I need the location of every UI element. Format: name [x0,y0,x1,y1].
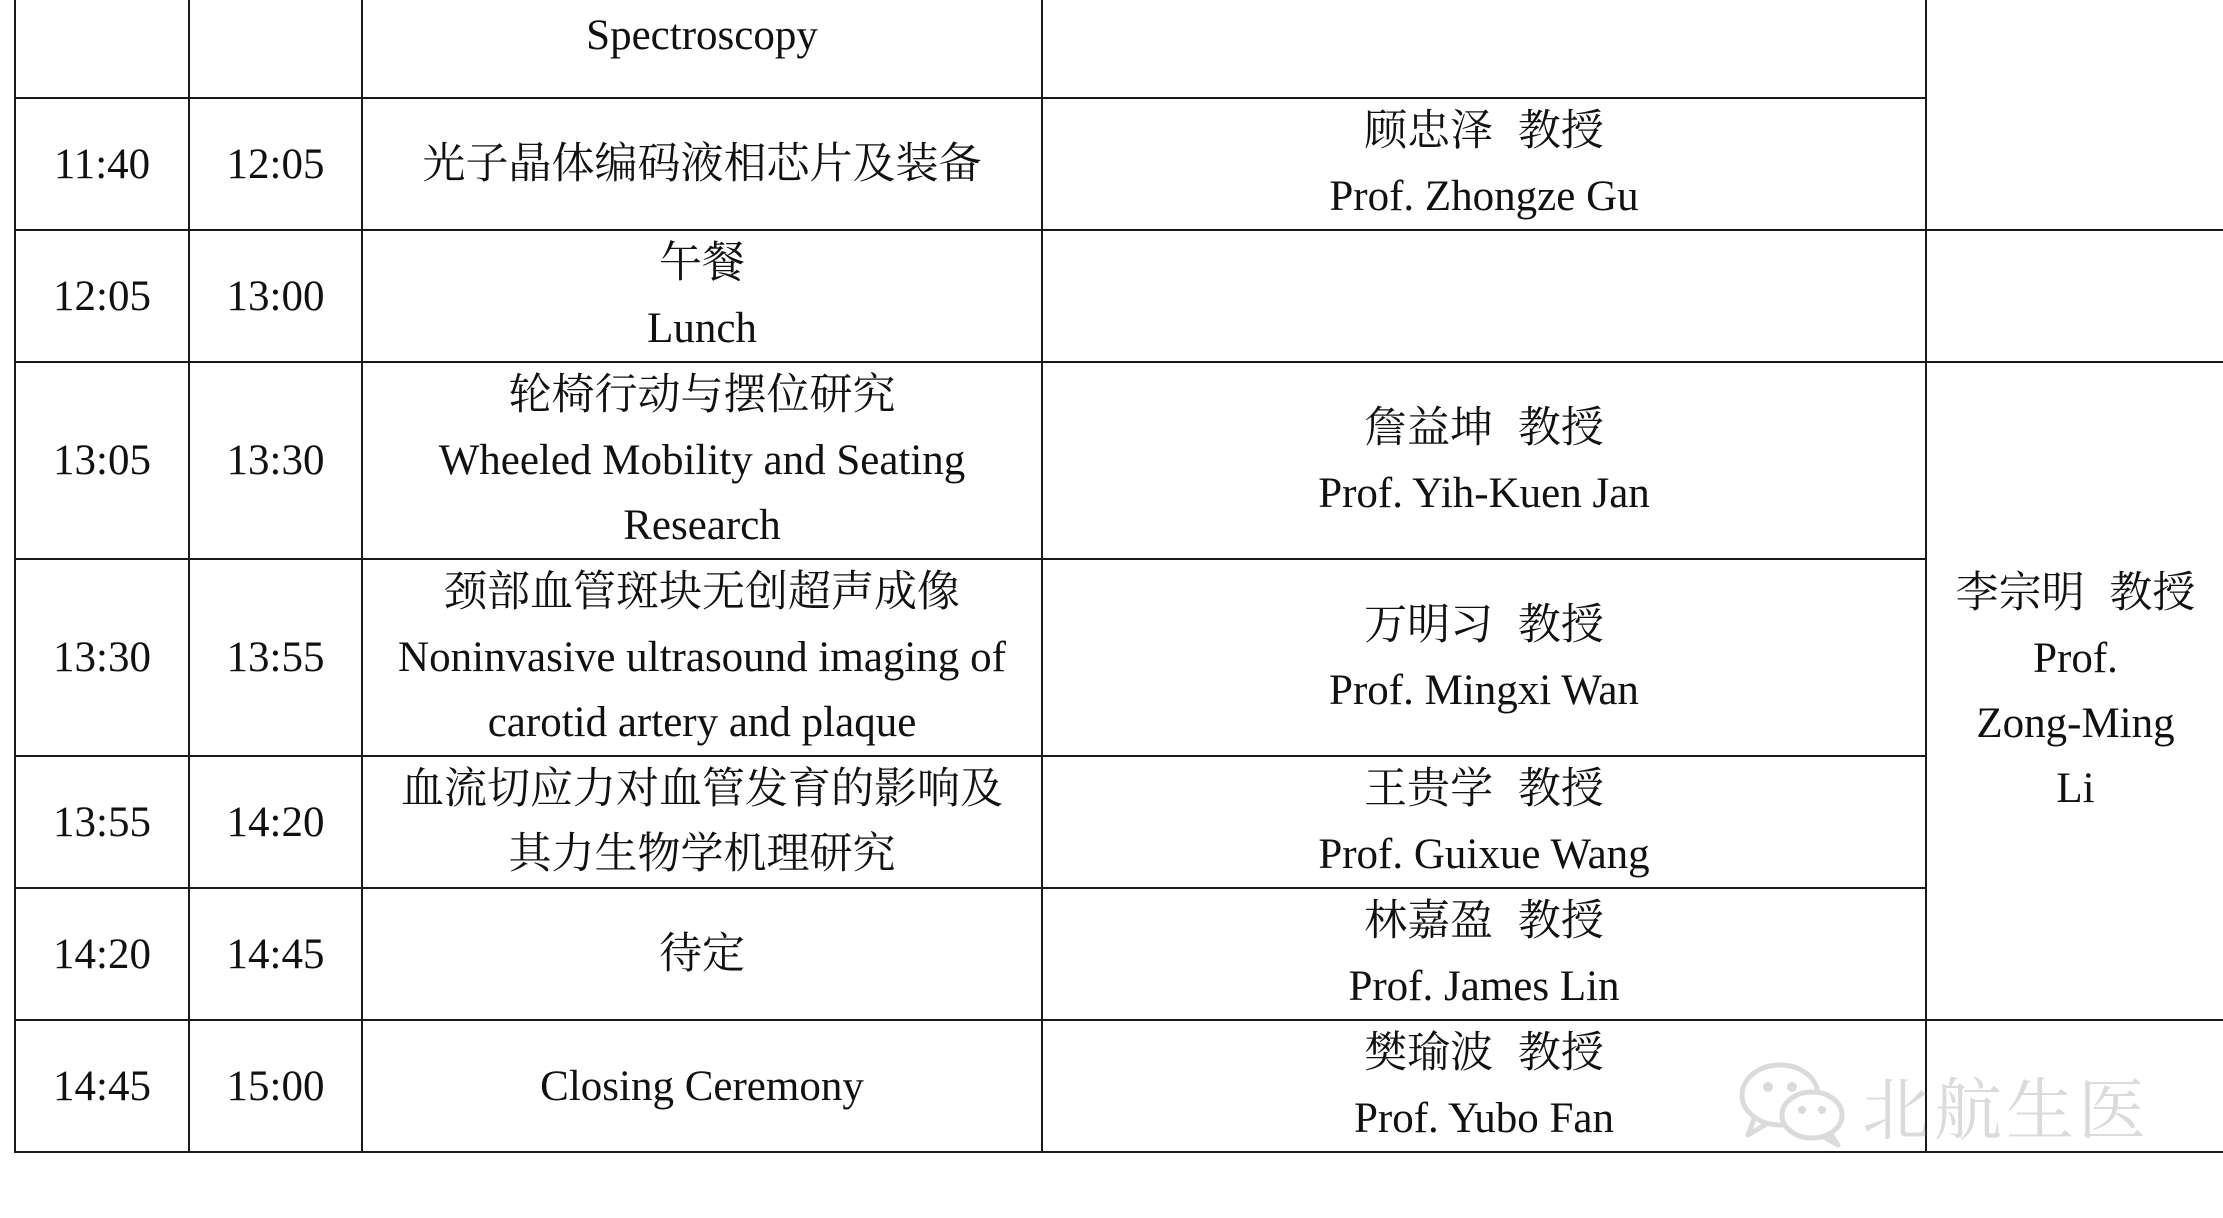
topic-cell [362,1020,1042,1152]
speaker-name-cn: 王贵学 教授 [1364,766,1604,813]
speaker-name-en: Prof. Mingxi Wan [1329,666,1639,714]
topic-line: 光子晶体编码液相芯片及装备 [422,140,982,188]
start-time-cell: 13:30 [15,559,189,756]
moderator-cell [1926,362,2223,1020]
speaker-cell [1042,98,1926,230]
topic-cell [362,362,1042,559]
topic-line: Spectroscopy [586,12,818,59]
table-row [15,1020,2223,1152]
moderator-cell-empty [1926,1020,2223,1152]
speaker-name-en: Prof. Zhongze Gu [1329,173,1639,220]
end-time-cell: 14:20 [189,756,362,888]
topic-line: Wheeled Mobility and Seating [438,437,966,484]
moderator-cell-empty [1926,230,2223,362]
topic-cell [362,559,1042,756]
speaker-name-en: Prof. Guixue Wang [1318,831,1650,878]
start-time-cell: 11:40 [15,98,189,230]
topic-cell [362,0,1042,98]
speaker-name-en: Prof. Yubo Fan [1354,1095,1614,1142]
table-row [15,362,2223,559]
table-row [15,888,2223,1020]
start-time-cell: 12:05 [15,230,189,362]
speaker-name-en: Prof. Yih-Kuen Jan [1318,469,1650,517]
table-row [15,230,2223,362]
topic-line: Noninvasive ultrasound imaging of [398,634,1006,681]
topic-line: Lunch [647,305,757,352]
watermark-text: 北航生医 [1862,1071,2151,1151]
end-time-cell: 13:00 [189,230,362,362]
speaker-cell [1042,230,1926,362]
speaker-name-cn: 林嘉盈 教授 [1364,898,1604,945]
topic-line: Research [623,502,781,549]
topic-cell [362,98,1042,230]
speaker-name-cn: 詹益坤 教授 [1364,404,1604,452]
topic-line: 轮椅行动与摆位研究 [508,372,896,419]
moderator-cell-empty [1926,0,2223,230]
topic-cell [362,888,1042,1020]
topic-line: Closing Ceremony [540,1062,864,1110]
topic-line: 其力生物学机理研究 [508,831,896,878]
moderator-title: Prof. [2033,635,2118,682]
start-time-cell [15,0,189,98]
speaker-cell [1042,0,1926,98]
speaker-name-cn: 樊瑜波 教授 [1364,1030,1604,1077]
end-time-cell: 15:00 [189,1020,362,1152]
end-time-cell: 12:05 [189,98,362,230]
end-time-cell: 13:30 [189,362,362,559]
table-row [15,559,2223,756]
speaker-cell [1042,362,1926,559]
topic-cell [362,756,1042,888]
start-time-cell: 13:05 [15,362,189,559]
speaker-cell [1042,756,1926,888]
end-time-cell: 14:45 [189,888,362,1020]
topic-cell [362,230,1042,362]
end-time-cell: 13:55 [189,559,362,756]
moderator-surname: Li [2056,765,2095,812]
start-time-cell: 14:45 [15,1020,189,1152]
moderator-name-en: Zong-Ming [1976,700,2175,747]
speaker-cell [1042,559,1926,756]
table-row [15,0,2223,98]
topic-line: carotid artery and plaque [487,699,917,746]
start-time-cell: 13:55 [15,756,189,888]
topic-line: 待定 [659,930,745,978]
table-row [15,756,2223,888]
speaker-name-cn: 顾忠泽 教授 [1364,108,1604,155]
topic-line: 血流切应力对血管发育的影响及 [401,766,1003,813]
topic-line: 午餐 [659,240,745,287]
speaker-cell [1042,888,1926,1020]
moderator-name-cn: 李宗明 教授 [1955,570,2196,617]
schedule-table [14,0,2223,1153]
speaker-cell [1042,1020,1926,1152]
start-time-cell: 14:20 [15,888,189,1020]
speaker-name-cn: 万明习 教授 [1364,601,1604,649]
topic-line: 颈部血管斑块无创超声成像 [444,569,960,616]
table-row [15,98,2223,230]
end-time-cell [189,0,362,98]
speaker-name-en: Prof. James Lin [1348,963,1620,1010]
